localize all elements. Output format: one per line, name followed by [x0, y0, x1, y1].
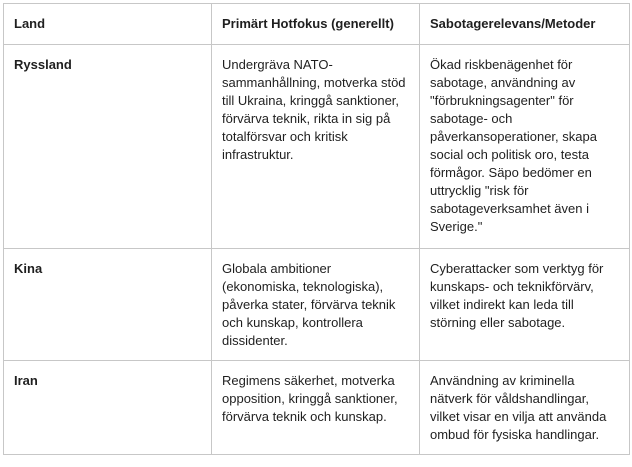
header-hotfokus: Primärt Hotfokus (generellt) — [212, 4, 420, 45]
cell-hotfokus: Regimens säkerhet, motverka opposition, kringgå sanktioner, förvärva teknik och kunskap. — [212, 361, 420, 455]
table-row — [4, 45, 630, 249]
cell-land: Kina — [4, 249, 212, 361]
threat-table — [3, 3, 630, 455]
cell-sabotage: Användning av kriminella nätverk för våldshandlingar, vilket visar en vilja att använda ombud för fysiska handlingar. — [420, 361, 630, 455]
threat-table-container — [3, 3, 629, 464]
cell-sabotage: Cyberattacker som verktyg för kunskaps- och teknikförvärv, vilket indirekt kan leda till störning eller sabotage. — [420, 249, 630, 361]
cell-land: Iran — [4, 361, 212, 455]
header-sabotage: Sabotagerelevans/Metoder — [420, 4, 630, 45]
cell-hotfokus: Undergräva NATO-sammanhållning, motverka stöd till Ukraina, kringgå sanktioner, förvärva teknik, rikta in sig på totalförsvar och kritisk infrastruktur. — [212, 45, 420, 249]
header-land: Land — [4, 4, 212, 45]
table-row — [4, 249, 630, 361]
table-header-row — [4, 4, 630, 45]
cell-land: Ryssland — [4, 45, 212, 249]
cell-hotfokus: Globala ambitioner (ekonomiska, teknologiska), påverka stater, förvärva teknik och kunskap, kontrollera dissidenter. — [212, 249, 420, 361]
table-row — [4, 361, 630, 455]
cell-sabotage: Ökad riskbenägenhet för sabotage, användning av "förbrukningsagenter" för sabotage- och påverkansoperationer, skapa social och politisk oro, testa förmågor. Säpo bedömer en uttrycklig "risk för sabotageverksamhet även i Sverige." — [420, 45, 630, 249]
